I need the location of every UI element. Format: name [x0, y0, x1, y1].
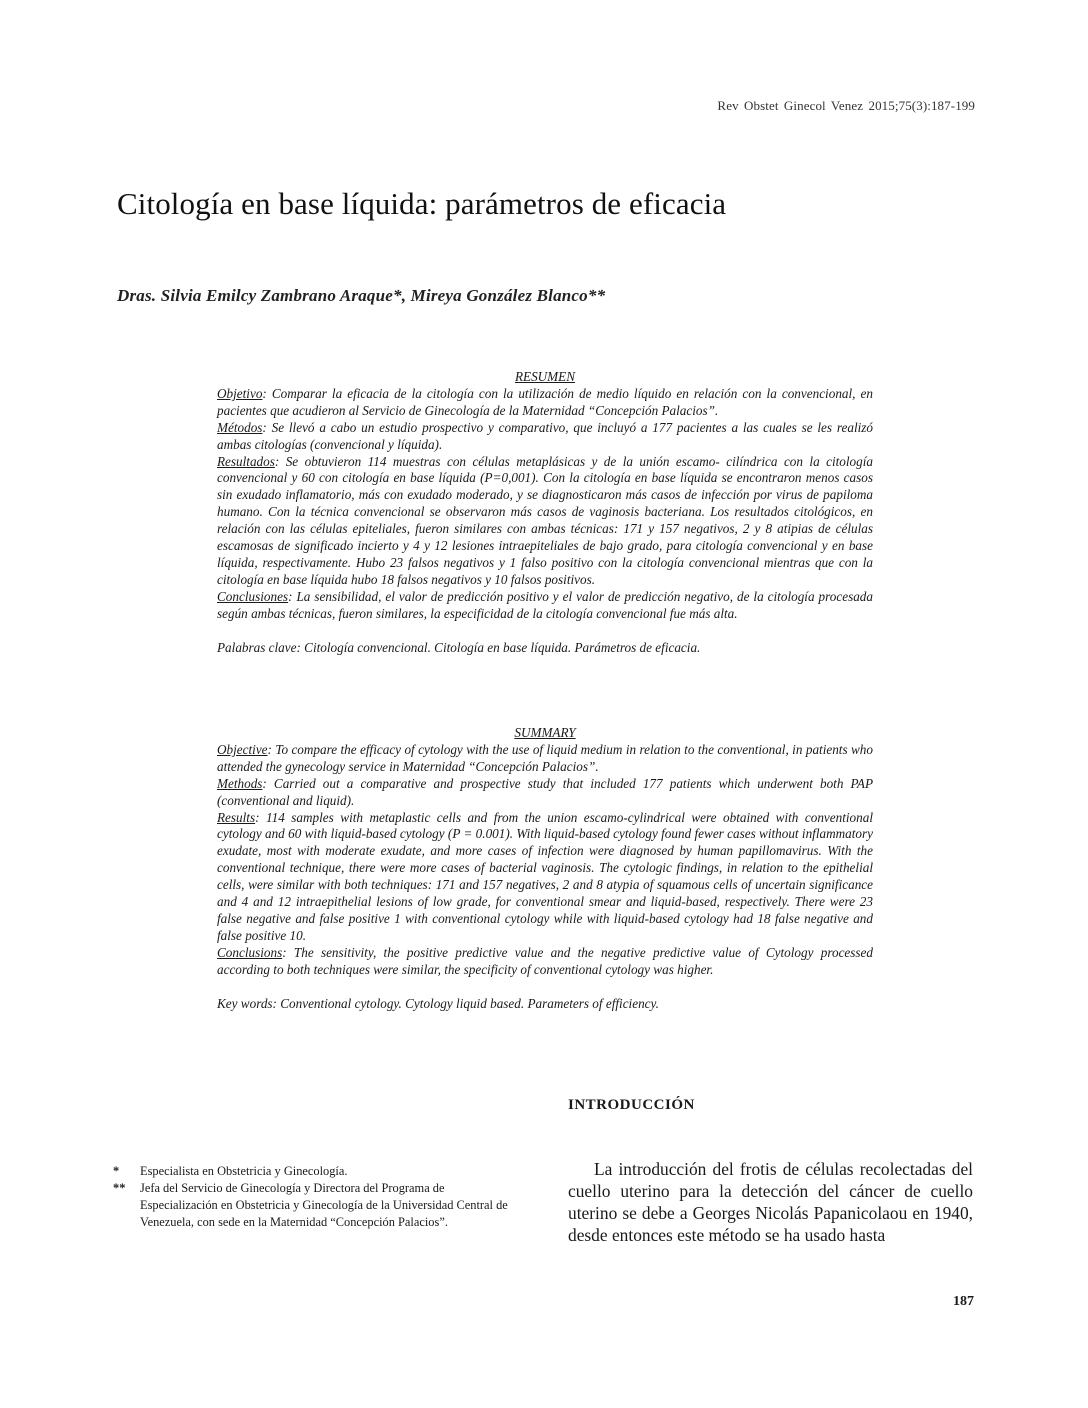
footnote-mark: ** — [113, 1181, 126, 1195]
footnote-text: Especialista en Obstetricia y Ginecología. — [140, 1164, 348, 1178]
author-footnotes — [113, 1163, 523, 1231]
summary-conclusions — [217, 945, 873, 979]
article-authors: Dras. Silvia Emilcy Zambrano Araque*, Mireya González Blanco** — [117, 286, 606, 305]
resumen-conclusiones — [217, 589, 873, 623]
conclusiones-label: Conclusiones — [217, 588, 289, 604]
journal-citation: Rev Obstet Ginecol Venez 2015;75(3):187-199 — [717, 98, 975, 113]
summary-results — [217, 810, 873, 945]
resumen-objetivo — [217, 386, 873, 420]
objective-text: : To compare the efficacy of cytology with the use of liquid medium in relation to the conventional, in patients who attended the gynecology service in Maternidad “Concepción Palacios”. — [217, 741, 873, 774]
summary-section — [217, 725, 873, 1013]
key-words: Key words: Conventional cytology. Cytology liquid based. Parameters of efficiency. — [217, 995, 659, 1011]
summary-objective — [217, 742, 873, 776]
footnote-item — [113, 1163, 523, 1180]
results-label: Results — [217, 809, 256, 825]
metodos-text: : Se llevó a cabo un estudio prospectivo y comparativo, que incluyó a 177 pacientes a las cuales se les realizó ambas citologías (convencional y líquida). — [217, 419, 873, 452]
methods-label: Methods — [217, 775, 263, 791]
resumen-resultados — [217, 454, 873, 589]
footnote-mark: * — [113, 1164, 120, 1178]
article-title: Citología en base líquida: parámetros de eficacia — [117, 186, 727, 221]
footnote-text: Jefa del Servicio de Ginecología y Directora del Programa de Especialización en Obstetricia y Ginecología de la Universidad Central de Venezuela, con sede en la Maternidad “Concepción Palacios”. — [140, 1181, 508, 1229]
resultados-text: : Se obtuvieron 114 muestras con células metaplásicas y de la unión escamo- cilíndrica con la citología convencional y 60 con citología en base líquida (P=0,001). Con la citología en base líquida se encontraron menos casos sin exudado inflamatorio, más con exudado moderado, y se diagnosticaron más casos de infección por virus de papiloma humano. Con la técnica convencional se observaron más casos de vaginosis bacteriana. Los resultados citológicos, en relación con las células epiteliales, fueron similares con ambas técnicas: 171 y 157 negativos, 2 y 8 atipias de células escamosas de significado incierto y 4 y 12 lesiones intraepiteliales de bajo grado, para citología convencional y en base líquida, respectivamente. Hubo 23 falsos negativos y 1 falso positivo con la citología convencional mientras que con la citología en base líquida hubo 18 falsos negativos y 10 falsos positivos. — [217, 453, 873, 587]
methods-text: : Carried out a comparative and prospective study that included 177 patients which underwent both PAP (conventional and liquid). — [217, 775, 873, 808]
summary-heading: SUMMARY — [514, 725, 576, 740]
palabras-clave: Palabras clave: Citología convencional. Citología en base líquida. Parámetros de eficacia. — [217, 639, 701, 655]
introduction-paragraph: La introducción del frotis de células recolectadas del cuello uterino para la detección del cáncer de cuello uterino se debe a Georges Nicolás Papanicolaou en 1940, desde entonces este método se ha usado hasta — [568, 1159, 973, 1245]
resumen-metodos — [217, 420, 873, 454]
resumen-section — [217, 369, 873, 657]
introduction-body — [568, 1158, 973, 1246]
resultados-label: Resultados — [217, 453, 275, 469]
resumen-heading: RESUMEN — [514, 369, 576, 384]
summary-methods — [217, 776, 873, 810]
page-number: 187 — [953, 1294, 974, 1309]
conclusions-label: Conclusions — [217, 944, 283, 960]
footnote-item — [113, 1180, 523, 1231]
results-text: : 114 samples with metaplastic cells and from the union escamo-cylindrical were obtained with conventional cytology and 60 with liquid-based cytology (P = 0.001). With liquid-based cytology found fewer cases without inflammatory exudate, most with moderate exudate, and more cases of infection were diagnosed by human papillomavirus. With the conventional technique, there were more cases of bacterial vaginosis. The cytologic findings, in relation to the epithelial cells, were similar with both techniques: 171 and 157 negatives, 2 and 8 atypia of squamous cells of uncertain significance and 4 and 12 intraepithelial lesions of low grade, for conventional smear and liquid-based, respectively. There were 23 false negative and false positive 1 with conventional cytology while with liquid-based cytology had 18 false negative and false positive 10. — [217, 809, 873, 943]
introduccion-heading: INTRODUCCIÓN — [568, 1097, 695, 1113]
conclusiones-text: : La sensibilidad, el valor de predicción positivo y el valor de predicción negativo, de la citología procesada según ambas técnicas, fueron similares, la especificidad de la citología convencional fue más alta. — [217, 588, 873, 621]
objetivo-text: : Comparar la eficacia de la citología con la utilización de medio líquido en relación con la convencional, en pacientes que acudieron al Servicio de Ginecología de la Maternidad “Concepción Palacios”. — [217, 385, 873, 418]
metodos-label: Métodos — [217, 419, 263, 435]
objetivo-label: Objetivo — [217, 385, 263, 401]
objective-label: Objective — [217, 741, 268, 757]
conclusions-text: : The sensitivity, the positive predictive value and the negative predictive value of Cytology processed according to both techniques were similar, the specificity of conventional cytology was higher. — [217, 944, 873, 977]
